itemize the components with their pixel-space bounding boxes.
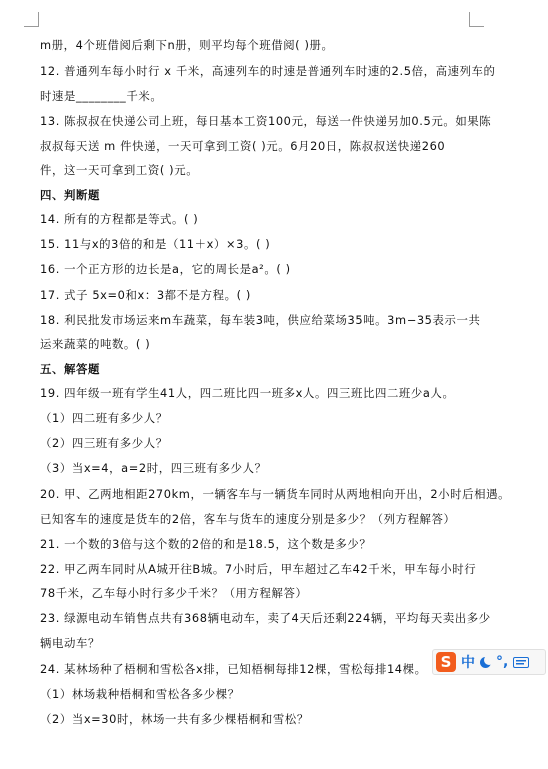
text-line: 21. 一个数的3倍与这个数的2倍的和是18.5，这个数是多少？	[40, 537, 372, 551]
section-heading: 五、解答题	[40, 362, 100, 376]
text-line: 19. 四年级一班有学生41人，四二班比四一班多x人。四三班比四二班少a人。	[40, 386, 455, 400]
ime-toolbar[interactable]	[432, 649, 546, 675]
text-line: 23. 绿源电动车销售点共有368辆电动车，卖了4天后还剩224辆，平均每天卖出多少	[40, 611, 491, 625]
text-line: 24. 某林场种了梧桐和雪松各x排，已知梧桐每排12棵，雪松每排14棵。	[40, 662, 427, 676]
text-line: 13. 陈叔叔在快递公司上班，每日基本工资100元，每送一件快递另加0.5元。如果陈	[40, 114, 492, 128]
text-line: 15. 11与x的3倍的和是（11＋x）×3。( )	[40, 237, 271, 251]
text-line: （2）当x=30时，林场一共有多少棵梧桐和雪松？	[40, 712, 309, 726]
text-line: 辆电动车？	[40, 636, 100, 650]
moon-icon[interactable]	[480, 657, 491, 668]
text-line: 18. 利民批发市场运来m车蔬菜，每车装3吨，供应给菜场35吨。3m−35表示一共	[40, 313, 481, 327]
text-line: m册，4个班借阅后剩下n册，则平均每个班借阅( )册。	[40, 38, 334, 52]
text-line: （1）林场栽种梧桐和雪松各多少棵？	[40, 687, 240, 701]
text-line: 运来蔬菜的吨数。( )	[40, 337, 151, 351]
text-line: 12. 普通列车每小时行 x 千米，高速列车的时速是普通列车时速的2.5倍，高速列车的	[40, 64, 496, 78]
sogou-logo-icon[interactable]: S	[436, 652, 456, 672]
keyboard-icon[interactable]	[513, 657, 529, 668]
ime-punctuation-toggle[interactable]: °,	[496, 654, 509, 670]
text-line: 14. 所有的方程都是等式。( )	[40, 212, 199, 226]
text-line: 17. 式子 5x=0和x：3都不是方程。( )	[40, 288, 251, 302]
text-line: （2）四三班有多少人？	[40, 436, 168, 450]
text-line: 叔叔每天送 m 件快递，一天可拿到工资( )元。6月20日，陈叔叔送快递260	[40, 139, 446, 153]
text-line: 16. 一个正方形的边长是a，它的周长是a²。( )	[40, 262, 291, 276]
text-line: 时速是________千米。	[40, 89, 163, 103]
text-line: 78千米，乙车每小时行多少千米？（用方程解答）	[40, 586, 308, 600]
section-heading: 四、判断题	[40, 188, 100, 202]
text-line: 22. 甲乙两车同时从A城开往B城。7小时后，甲车超过乙车42千米，甲车每小时行	[40, 562, 477, 576]
text-line: 件，这一天可拿到工资( )元。	[40, 163, 199, 177]
text-line: （1）四二班有多少人？	[40, 411, 168, 425]
page-corner-mark-right	[469, 12, 484, 27]
ime-mode-toggle[interactable]: 中	[461, 655, 475, 671]
text-line: 已知客车的速度是货车的2倍，客车与货车的速度分别是多少？（列方程解答）	[40, 512, 456, 526]
text-line: 20. 甲、乙两地相距270km，一辆客车与一辆货车同时从两地相向开出，2小时后相遇。	[40, 487, 511, 501]
page-corner-mark-left	[24, 12, 39, 27]
text-line: （3）当x=4，a=2时，四三班有多少人？	[40, 461, 267, 475]
